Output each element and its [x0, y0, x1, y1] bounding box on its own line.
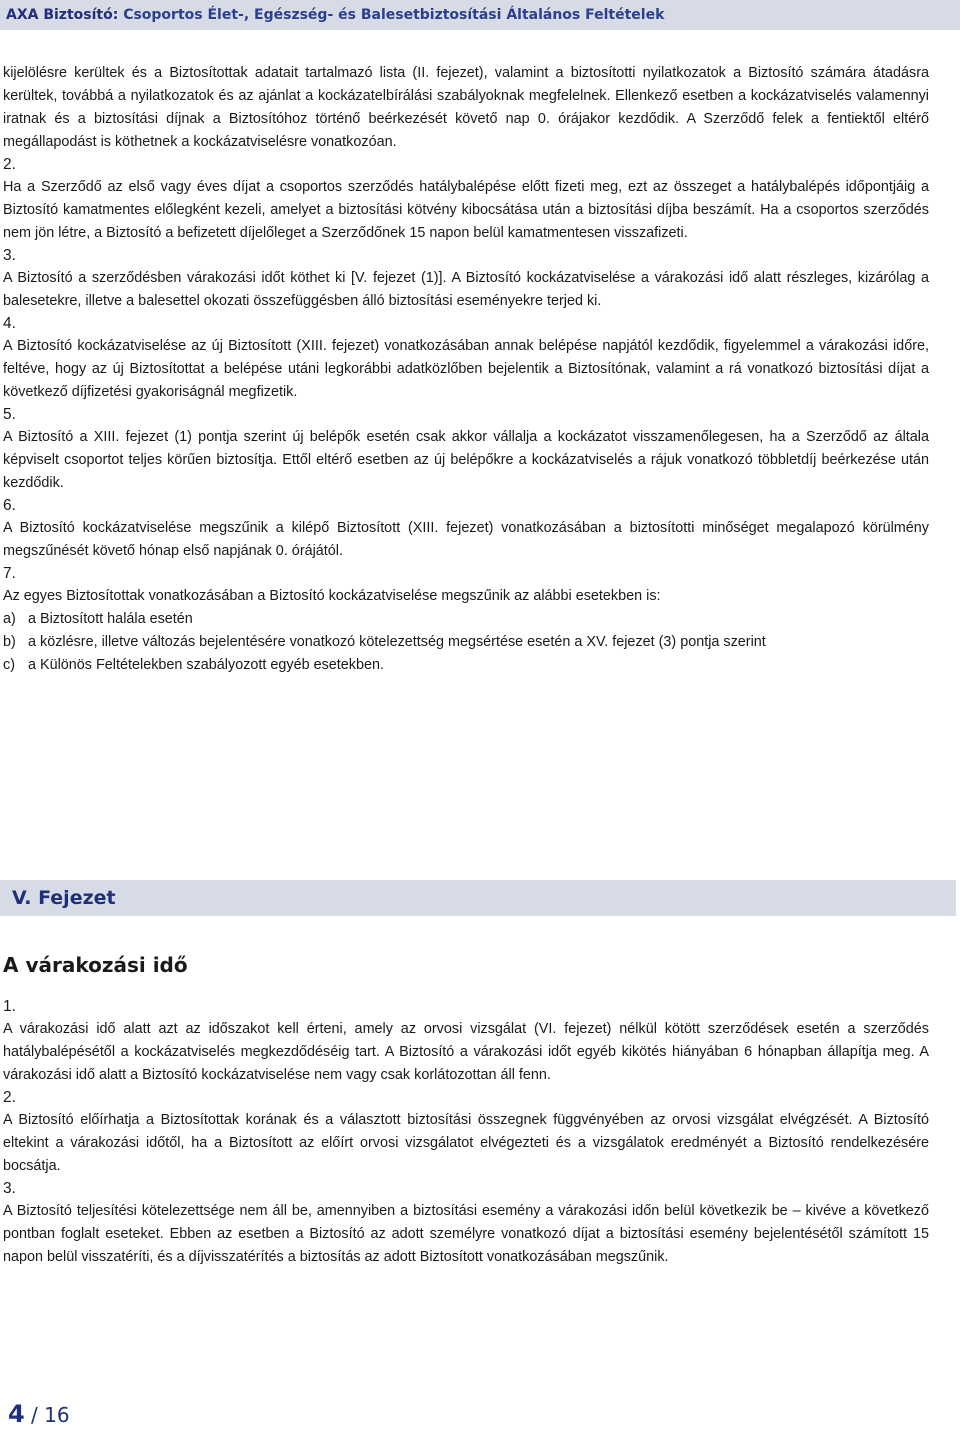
current-page: 4 [8, 1400, 25, 1428]
list-marker: b) [3, 634, 16, 650]
main-content [3, 62, 929, 677]
item-text: A Biztosító előírhatja a Biztosítottak korának és a választott biztosítási összegnek függvényében az orvosi vizsgálat elvégzését. A Biztosító eltekint a várakozási időtől, ha a Biztosított az előírt orvosi vizsgálatot elvégezteti és a vizsgálatok eredményét a Biztosító rendelkezésére bocsátja. [3, 1112, 929, 1174]
item-number: 6. [3, 497, 16, 514]
list-text: a Különös Feltételekben szabályozott egyéb esetekben. [28, 657, 385, 673]
list-item [3, 608, 929, 631]
item-number: 1. [3, 998, 16, 1015]
list-text: a közlésre, illetve változás bejelentésére vonatkozó kötelezettség megsértése esetén a XV. fejezet (3) pontja szerint [28, 634, 766, 650]
page-header [0, 0, 960, 30]
item-number: 7. [3, 565, 16, 582]
list-item [3, 631, 929, 654]
item-text: A Biztosító a XIII. fejezet (1) pontja szerint új belépők esetén csak akkor vállalja a kockázatot visszamenőlegesen, ha a Szerződő az általa képviselt csoportot teljes körűen biztosítja. Ettől eltérő esetben az új belépőkre a kockázatviselés a rájuk vonatkozó többletdíj beérkezése után kezdődik. [3, 429, 929, 491]
item-number: 2. [3, 156, 16, 173]
item-text: A Biztosító a szerződésben várakozási időt köthet ki [V. fejezet (1)]. A Biztosító kockázatviselése a várakozási idő alatt részleges, kizárólag a balesetekre, illetve a balesettel okozati összefüggésben álló biztosítási eseményekre terjed ki. [3, 270, 929, 309]
item-number: 3. [3, 247, 16, 264]
header-doc-title: Csoportos Élet-, Egészség- és Balesetbiztosítási Általános Feltételek [123, 7, 665, 23]
item-number: 3. [3, 1180, 16, 1197]
section-heading: A várakozási idő [3, 953, 188, 977]
list-item [3, 654, 929, 677]
total-pages: 16 [44, 1403, 70, 1427]
item-text: A Biztosító kockázatviselése megszűnik a kilépő Biztosított (XIII. fejezet) vonatkozásában a biztosítotti minőséget megalapozó körülmény megszűnését követő hónap első napjának 0. órájától. [3, 520, 929, 559]
chapter-title: V. Fejezet [12, 887, 116, 909]
termination-list [3, 608, 929, 677]
list-text: a Biztosított halála esetén [28, 611, 193, 627]
item-number: 5. [3, 406, 16, 423]
item-text: A várakozási idő alatt azt az időszakot kell érteni, amely az orvosi vizsgálat (VI. fejezet) nélkül kötött szerződések esetén a szerződés hatálybalépésétől a kockázatviselés megkezdődéséig tart. A Biztosító a várakozási időt egyéb kikötés hiányában 6 hónapban állapítja meg. A várakozási idő alatt a Biztosító kockázatviselése nem vagy csak korlátozottan áll fenn. [3, 1021, 929, 1083]
chapter-bar [0, 880, 956, 916]
page-separator: / [24, 1403, 45, 1427]
item-text: Ha a Szerződő az első vagy éves díjat a csoportos szerződés hatálybalépése előtt fizeti meg, ezt az összeget a hatálybalépés időpontjáig a Biztosító kamatmentes előlegként kezeli, amelyet a biztosítási kötvény kibocsátása után a biztosítási díjba beszámít. Ha a csoportos szerződés nem jön létre, a Biztosító a befizetett díjelőleget a Szerződőnek 15 napon belül kamatmentesen visszafizeti. [3, 179, 929, 241]
item-text: A Biztosító teljesítési kötelezettsége nem áll be, amennyiben a biztosítási esemény a várakozási időn belül következik be – kivéve a következő pontban foglalt eseteket. Ebben az esetben a Biztosító az adott személyre vonatkozó díjat a biztosítási esemény bejelentésétől számított 15 napon belül visszatéríti, és a díjvisszatérítés a biztosítás az adott Biztosított vonatkozásában megszűnik. [3, 1203, 929, 1265]
intro-paragraph: kijelölésre kerültek és a Biztosítottak adatait tartalmazó lista (II. fejezet), valamint a biztosítotti nyilatkozatok a Biztosító számára átadásra kerültek, továbbá a nyilatkozatok és az ajánlat a kockázatelbírálási szabályoknak megfelelnek. Ellenkező esetben a kockázatviselés valamennyi iratnak és a biztosítási díjnak a Biztosítóhoz történő beérkezését követő nap 0. órájakor kezdődik. A Szerződő felek a fentiektől eltérő megállapodást is köthetnek a kockázatviselésre vonatkozóan. [3, 65, 929, 150]
item-number: 2. [3, 1089, 16, 1106]
section-content [3, 996, 929, 1269]
list-marker: c) [3, 657, 15, 673]
header-brand: AXA Biztosító: [6, 7, 119, 23]
list-marker: a) [3, 611, 16, 627]
page-number [8, 1400, 70, 1428]
item-number: 4. [3, 315, 16, 332]
item-text: A Biztosító kockázatviselése az új Biztosított (XIII. fejezet) vonatkozásában annak belépése napjától kezdődik, figyelemmel a várakozási időre, feltéve, hogy az új Biztosítottat a belépése utáni legkorábbi adatközlőben bejelentik a Biztosítónak, valamint a rá vonatkozó biztosítási díjat a következő díjfizetési gyakoriságnál megfizetik. [3, 338, 929, 400]
item-text: Az egyes Biztosítottak vonatkozásában a Biztosító kockázatviselése megszűnik az alábbi esetekben is: [3, 588, 661, 604]
header-title [0, 7, 664, 23]
